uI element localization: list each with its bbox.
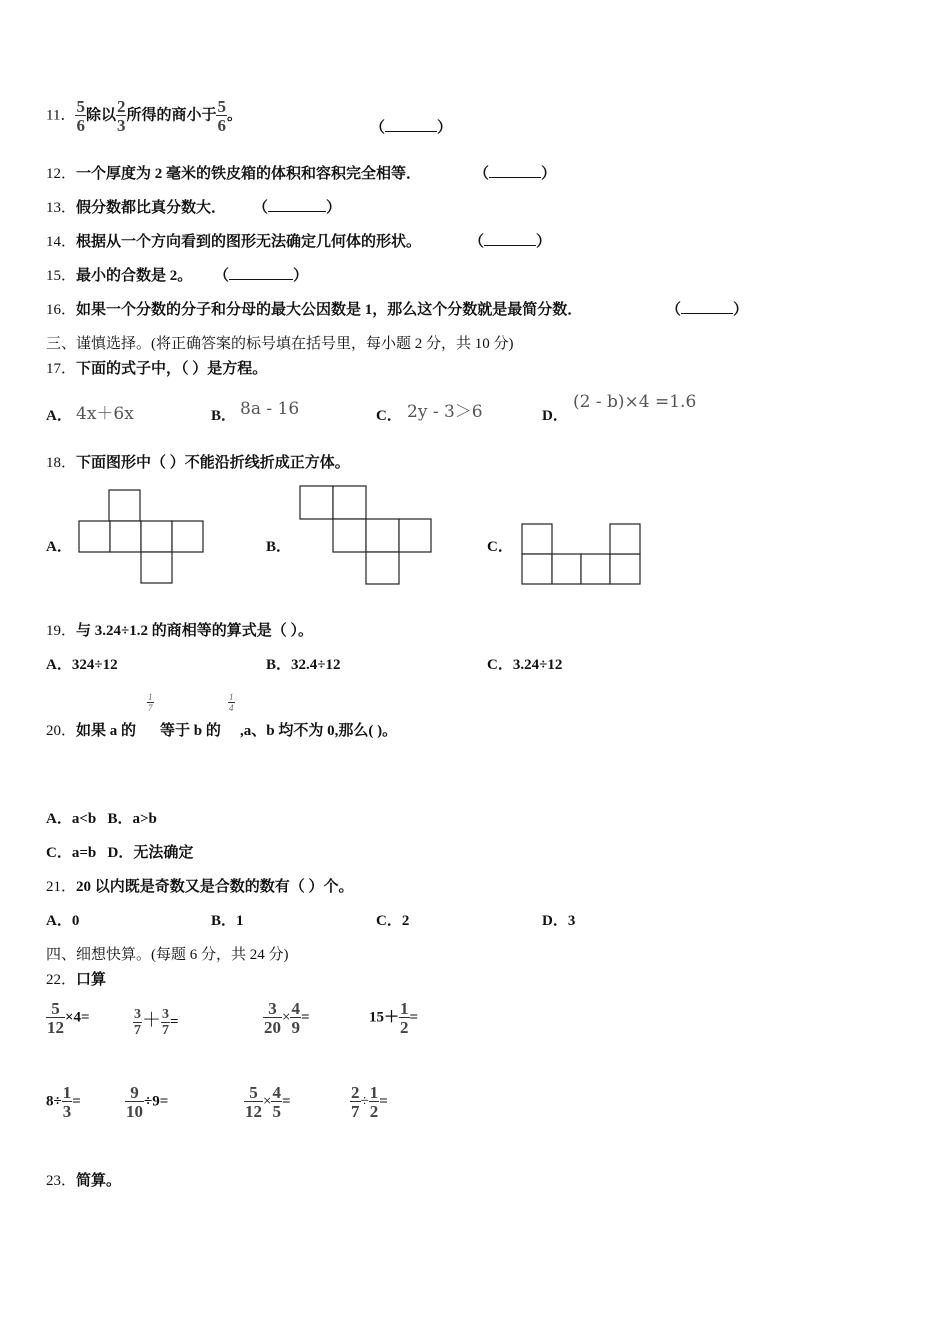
question-number: 19． — [46, 623, 77, 639]
question-20-text: 等于 b 的 — [160, 723, 221, 739]
question-number: 13． — [46, 200, 77, 216]
fraction: $\frac{1}{7}$ — [148, 692, 153, 713]
question-number: 22． — [46, 972, 77, 988]
question-21: 21．20 以内既是奇数又是合数的数有（ ）个。 — [46, 879, 354, 895]
option-a[interactable]: A．324÷12 — [46, 657, 118, 673]
fraction: $\frac{2}{3}$ — [116, 97, 126, 135]
question-13: 13．假分数都比真分数大． — [46, 200, 227, 216]
answer-blank[interactable]: （ ） — [469, 234, 552, 250]
question-number: 21． — [46, 879, 77, 895]
calc-item: $\frac{3}{7}$ ＋ $\frac{3}{7}$ = — [134, 1006, 179, 1038]
option-c[interactable]: C．3.24÷12 — [487, 657, 563, 673]
answer-blank[interactable]: （ ） — [666, 302, 749, 318]
question-19: 19．与 3.24÷1.2 的商相等的算式是（ ）。 — [46, 623, 313, 639]
question-number: 12． — [46, 166, 77, 182]
question-20: 20．如果 a 的 — [46, 723, 137, 739]
option-c[interactable]: C． — [376, 408, 402, 424]
option-d[interactable]: D． — [542, 408, 568, 424]
cube-net-c — [521, 523, 642, 585]
option-c[interactable]: C．2 — [376, 913, 410, 929]
cube-net-a — [78, 489, 206, 585]
option-c[interactable]: C． — [487, 539, 513, 555]
question-22: 22．口算 — [46, 972, 107, 988]
calc-item: 8÷ $\frac{1}{3}$ = — [46, 1083, 81, 1121]
answer-blank[interactable]: （ ） — [474, 166, 557, 182]
question-number: 15． — [46, 268, 77, 284]
option-d-expression: (2 - b)×4 =1.6 — [573, 392, 697, 412]
calc-item: $\frac{2}{7}$ ÷ $\frac{1}{2}$ = — [351, 1083, 388, 1121]
calc-item: $\frac{9}{10}$ ÷9= — [126, 1083, 169, 1121]
question-number: 11． — [46, 107, 76, 124]
answer-blank[interactable]: （ ） — [214, 268, 309, 284]
question-23: 23．简算。 — [46, 1173, 122, 1189]
question-18: 18．下面图形中（ ）不能沿折线折成正方体。 — [46, 455, 350, 471]
section-heading: 四、细想快算。(每题 6 分，共 24 分) — [46, 947, 289, 963]
option-a[interactable]: A． — [46, 408, 72, 424]
calc-item: $\frac{3}{20}$ × $\frac{4}{9}$ = — [264, 999, 310, 1037]
answer-blank[interactable]: （ ） — [253, 200, 342, 216]
option-b-expression: 8a - 16 — [240, 399, 300, 419]
question-number: 18． — [46, 455, 77, 471]
cube-net-b — [299, 485, 433, 585]
option-c[interactable]: C．a=b — [46, 845, 97, 861]
option-a[interactable]: A．a<b — [46, 811, 97, 827]
question-16: 16．如果一个分数的分子和分母的最大公因数是 1，那么这个分数就是最简分数． — [46, 302, 583, 318]
option-b[interactable]: B．1 — [211, 913, 244, 929]
question-11: 11． $\frac{5}{6}$ 除以 $\frac{2}{3}$ 所得的商小于 $\frac{5}{6}$ 。 — [46, 97, 242, 135]
option-b[interactable]: B．32.4÷12 — [266, 657, 341, 673]
calc-item: $\frac{5}{12}$ × $\frac{4}{5}$ = — [245, 1083, 291, 1121]
option-b[interactable]: B． — [266, 539, 292, 555]
question-number: 14． — [46, 234, 77, 250]
fraction: $\frac{1}{4}$ — [229, 692, 234, 713]
question-12: 12．一个厚度为 2 毫米的铁皮箱的体积和容积完全相等． — [46, 166, 422, 182]
question-number: 23． — [46, 1173, 77, 1189]
option-a-expression: 4x＋6x — [76, 404, 134, 424]
option-b[interactable]: B．a>b — [107, 811, 157, 827]
calc-item: 15＋ $\frac{1}{2}$ = — [369, 999, 419, 1037]
options-row-2 — [46, 841, 193, 862]
option-d[interactable]: D．无法确定 — [107, 845, 194, 861]
question-15: 15．最小的合数是 2。 — [46, 268, 193, 284]
option-c-expression: 2y - 3＞6 — [407, 402, 483, 422]
fraction: $\frac{5}{6}$ — [217, 97, 226, 135]
option-a[interactable]: A．0 — [46, 913, 80, 929]
option-d[interactable]: D．3 — [542, 913, 576, 929]
question-14: 14．根据从一个方向看到的图形无法确定几何体的形状。 — [46, 234, 422, 250]
fraction: $\frac{5}{6}$ — [76, 97, 85, 135]
option-a[interactable]: A． — [46, 539, 72, 555]
option-b[interactable]: B． — [211, 408, 237, 424]
question-number: 16． — [46, 302, 77, 318]
section-heading: 三、谨慎选择。(将正确答案的标号填在括号里，每小题 2 分，共 10 分) — [46, 336, 514, 352]
question-number: 20． — [46, 723, 77, 739]
question-20-text: ,a、b 均不为 0,那么( )。 — [240, 723, 398, 739]
question-number: 17． — [46, 361, 77, 377]
question-17: 17．下面的式子中，（ ）是方程。 — [46, 361, 268, 377]
answer-blank[interactable]: （ ） — [370, 120, 453, 136]
options-row-1 — [46, 807, 157, 828]
calc-item: $\frac{5}{12}$ ×4= — [47, 999, 90, 1037]
